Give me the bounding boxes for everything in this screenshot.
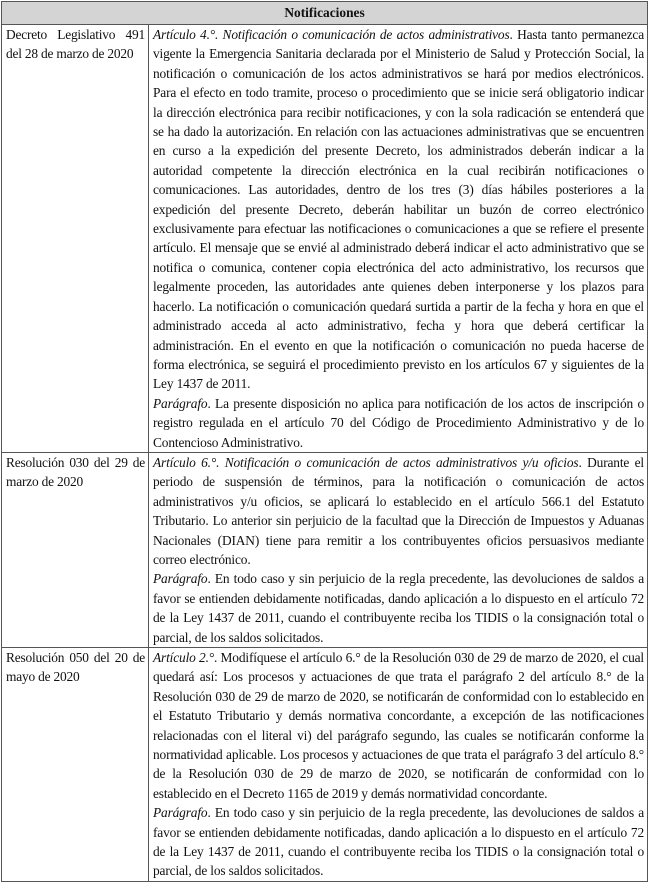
table-row [2,648,648,882]
law-reference: Decreto Legislativo 491 del 28 de marzo de 2020 [2,25,149,453]
paragrafo-body: . En todo caso y sin perjuicio de la regla precedente, las devoluciones de saldos a favor se entienden debidamente notificadas, dando aplicación a lo dispuesto en el artículo 72 de la Ley 1437 de 2011, cuando el contribuyente reciba los TIDIS o la consignación total o parcial, de los saldos solicitados. [153,805,645,879]
law-reference: Resolución 050 del 20 de mayo de 2020 [2,648,149,882]
notificaciones-table [1,1,648,882]
article-heading: Artículo 6.°. Notificación o comunicación de actos administrativos y/u oficios [153,454,579,470]
paragrafo-paragraph [153,569,644,647]
table-row [2,452,648,647]
paragrafo-heading: Parágrafo [153,805,208,821]
article-body: . Modifíquese el artículo 6.° de la Resolución 030 de 29 de marzo de 2020, el cual quedará así: Los procesos y actuaciones de que trata el parágrafo 2 del artículo 8.° de la Resolución 030 de 29 de marzo de 2020, se notificarán de conformidad con lo establecido en el Estatuto Tributario y demás normativa concordante, a excepción de las notificaciones relacionadas con el literal vi) del parágrafo segundo, las cuales se notificarán conforme la normatividad aplicable. Los procesos y actuaciones de que trata el parágrafo 3 del artículo 8.° de la Resolución 030 de 29 de marzo de 2020, se notificarán de conformidad con lo establecido en el Decreto 1165 de 2019 y demás normatividad concordante. [153,650,645,801]
paragrafo-paragraph [153,394,644,452]
table-header-row [2,2,648,25]
table-row [2,25,648,453]
law-reference: Resolución 030 del 29 de marzo de 2020 [2,452,149,647]
article-body: . Durante el periodo de suspensión de términos, para la notificación o comunicación de actos administrativos y/u oficios, se aplicará lo establecido en el artículo 566.1 del Estatuto Tributario. Lo anterior sin perjuicio de la facultad que la Dirección de Impuestos y Aduanas Nacionales (DIAN) tiene para remitir a los contribuyentes oficios persuasivos mediante correo electrónico. [153,454,645,567]
article-paragraph [153,453,644,569]
article-heading: Artículo 2.° [153,650,214,665]
paragrafo-heading: Parágrafo [153,571,208,587]
table-title: Notificaciones [2,2,648,25]
paragrafo-heading: Parágrafo [153,395,208,411]
provision-text [149,452,648,647]
paragrafo-paragraph [153,803,644,881]
article-heading: Artículo 4.°. Notificación o comunicación de actos administrativos [153,27,510,42]
paragrafo-body: . La presente disposición no aplica para notificación de los actos de inscripción o registro regulada en el artículo 70 del Código de Procedimiento Administrativo y de lo Contencioso Administrativo. [153,395,645,450]
provision-text [149,648,648,882]
article-paragraph [153,25,644,394]
article-body: . Hasta tanto permanezca vigente la Emergencia Sanitaria declarada por el Ministerio de Salud y Protección Social, la notificación o comunicación de los actos administrativos se hará por medios electrónicos. Para el efecto en todo tramite, proceso o procedimiento que se inicie será obligatorio indicar la dirección electrónica para recibir notificaciones, y con la sola radicación se entenderá que se ha dado la autorización. En relación con las actuaciones administrativas que se encuentren en curso a la expedición del presente Decreto, los administrados deberán indicar a la autoridad competente la dirección electrónica en la cual recibirán notificaciones o comunicaciones. Las autoridades, dentro de los tres (3) días hábiles posteriores a la expedición del presente Decreto, deberán habilitar un buzón de correo electrónico exclusivamente para efectuar las notificaciones o comunicaciones a que se refiere el presente artículo. El mensaje que se envié al administrado deberá indicar el acto administrativo que se notifica o comunica, contener copia electrónica del acto administrativo, los recursos que legalmente proceden, las autoridades ante quienes deben interponerse y los plazos para hacerlo. La notificación o comunicación quedará surtida a partir de la fecha y hora en que el administrado acceda al acto administrativo, fecha y hora que deberá certificar la administración. En el evento en que la notificación o comunicación no pueda hacerse de forma electrónica, se seguirá el procedimiento previsto en los artículos 67 y siguientes de la Ley 1437 de 2011. [153,27,645,392]
provision-text [149,25,648,453]
paragrafo-body: . En todo caso y sin perjuicio de la regla precedente, las devoluciones de saldos a favor se entienden debidamente notificadas, dando aplicación a lo dispuesto en el artículo 72 de la Ley 1437 de 2011, cuando el contribuyente reciba los TIDIS o la consignación total o parcial, de los saldos solicitados. [153,571,645,645]
article-paragraph [153,648,644,803]
